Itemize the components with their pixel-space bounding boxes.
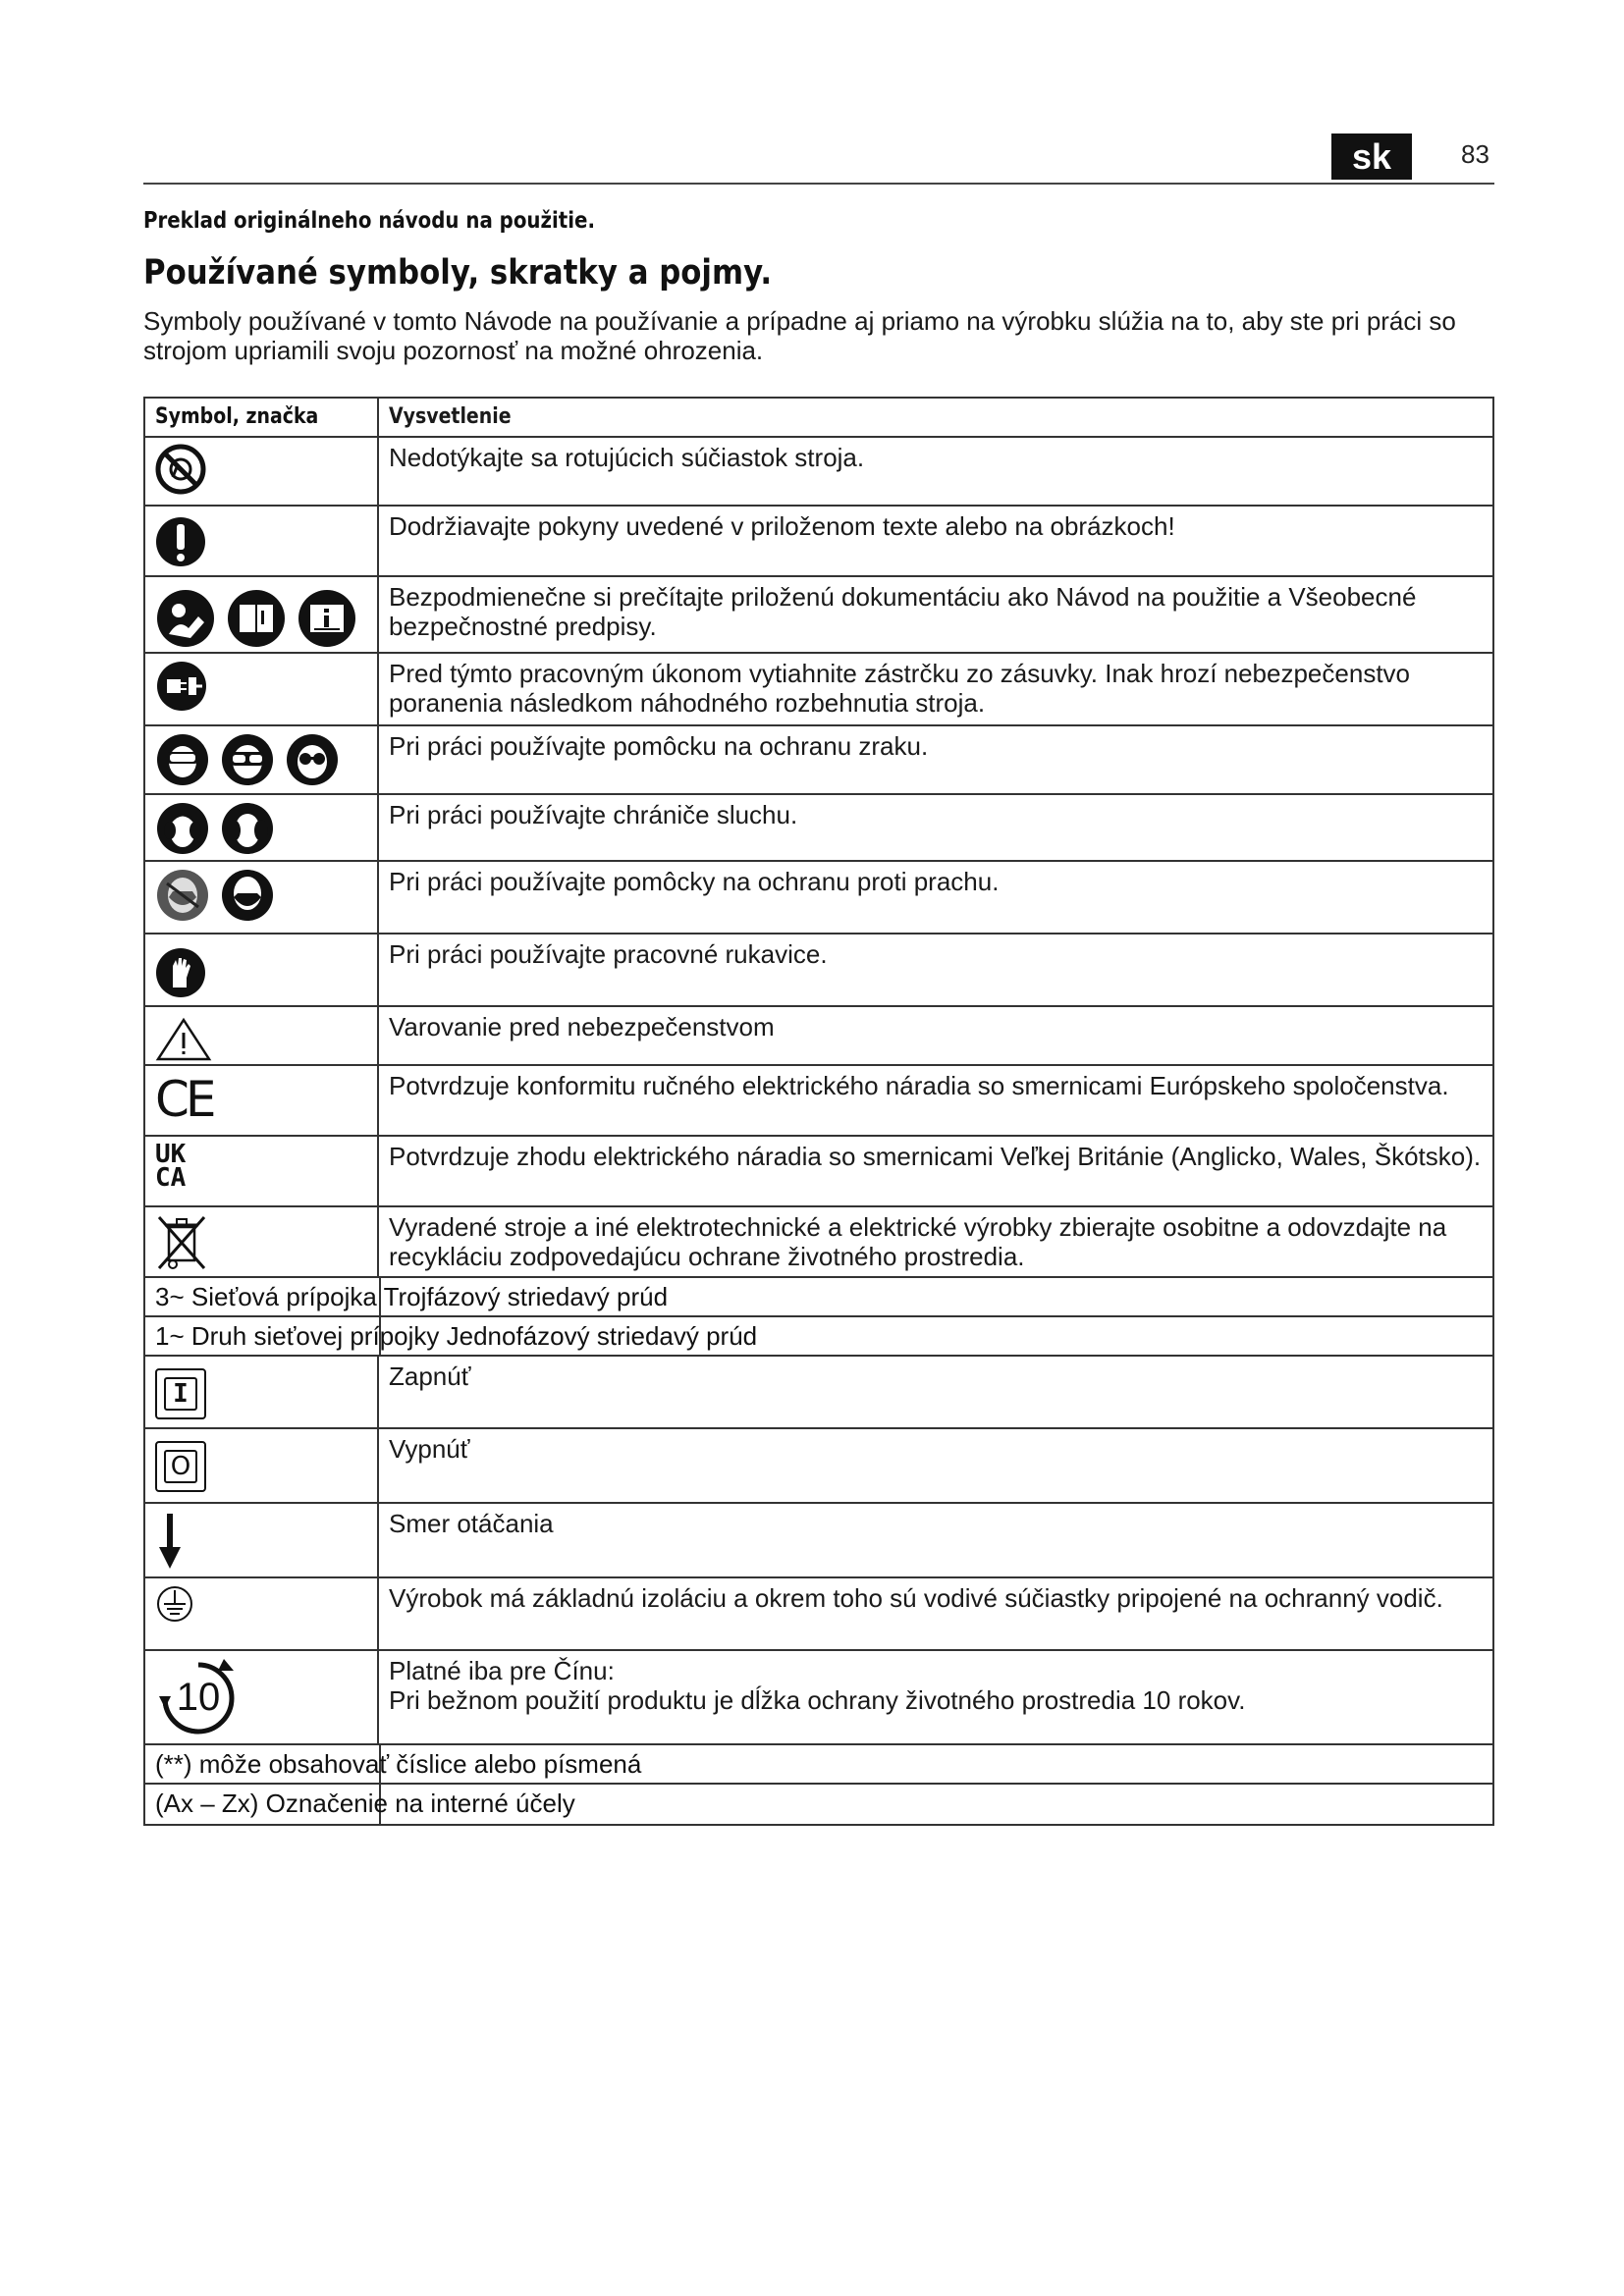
protective-earth-icon	[155, 1584, 194, 1624]
column-header-symbol: Symbol, značka	[155, 404, 319, 429]
table-cell-text: Nedotýkajte sa rotujúcich súčiastok stroja.	[389, 443, 865, 472]
table-row	[145, 1137, 1492, 1207]
page-header	[143, 133, 1494, 185]
table-row	[145, 1578, 1492, 1651]
unplug-icon	[155, 660, 208, 713]
power-on-glyph: I	[164, 1377, 197, 1411]
table-row	[145, 1429, 1492, 1504]
table-row	[145, 726, 1492, 795]
table-cell-text: Výrobok má základnú izoláciu a okrem toho sú vodivé súčiastky pripojené na ochranný vodič.	[389, 1583, 1443, 1613]
face-shield-icon	[155, 732, 210, 787]
ukca-line-1: UK	[155, 1140, 187, 1169]
ukca-line-2: CA	[155, 1163, 187, 1193]
power-off-glyph: O	[164, 1450, 197, 1483]
page-title: Používané symboly, skratky a pojmy.	[143, 253, 773, 293]
safety-glasses-icon	[285, 732, 340, 787]
table-cell-text: (Ax – Zx) Označenie na interné účely	[155, 1789, 575, 1818]
table-cell-text: Pri práci používajte pomôcku na ochranu zraku.	[389, 731, 929, 761]
table-cell-text: Pri bežnom použití produktu je dĺžka ochrany životného prostredia 10 rokov.	[389, 1685, 1246, 1715]
weee-bin-icon	[155, 1213, 208, 1272]
table-cell-text: Vyradené stroje a iné elektrotechnické a elektrické výrobky zbierajte osobitne a odovzdajte na recykláciu zodpovedajúcu ochrane životného prostredia.	[389, 1212, 1447, 1271]
table-cell-text: Pri práci používajte pomôcky na ochranu proti prachu.	[389, 867, 1000, 896]
table-cell-text: Smer otáčania	[389, 1509, 554, 1538]
table-cell-text: Vypnúť	[389, 1434, 470, 1464]
table-cell-text: Potvrdzuje zhodu elektrického náradia so smernicami Veľkej Británie (Anglicko, Wales, Škótsko).	[389, 1142, 1482, 1171]
table-cell-text: Zapnúť	[389, 1362, 471, 1391]
table-cell-text: Bezpodmienečne si prečítajte priloženú dokumentáciu ako Návod na použitie a Všeobecné bezpečnostné predpisy.	[389, 582, 1417, 641]
read-manual-icon	[155, 589, 216, 648]
respirator-icon	[220, 868, 275, 923]
table-row	[145, 795, 1492, 862]
table-cell-text: 3~ Sieťová prípojka Trojfázový striedavý prúd	[155, 1282, 669, 1311]
dust-mask-icon	[155, 868, 210, 923]
ce-mark-icon: CE	[155, 1071, 213, 1128]
table-row	[145, 1651, 1492, 1745]
ukca-mark-icon	[155, 1140, 187, 1193]
table-cell-text: 1~ Druh sieťovej prípojky Jednofázový striedavý prúd	[155, 1321, 758, 1351]
column-header-explanation: Vysvetlenie	[389, 404, 512, 429]
table-row	[145, 1007, 1492, 1066]
china-efup-10-icon	[155, 1657, 242, 1739]
ear-muffs-icon	[220, 801, 275, 856]
no-touch-rotating-parts-icon	[155, 444, 206, 495]
table-header-row	[145, 399, 1492, 438]
power-off-icon	[155, 1441, 206, 1492]
table-cell-text: Pri práci používajte pracovné rukavice.	[389, 939, 828, 969]
intro-paragraph: Symboly používané v tomto Návode na používanie a prípadne aj priamo na výrobku slúžia na to, aby ste pri práci so strojom upriamili svoju pozornosť na možné ohrozenia.	[143, 306, 1456, 365]
table-row	[145, 1504, 1492, 1578]
table-row	[145, 507, 1492, 577]
table-row	[145, 438, 1492, 507]
table-cell-text: Pred týmto pracovným úkonom vytiahnite zástrčku zo zásuvky. Inak hrozí nebezpečenstvo poranenia následkom náhodného rozbehnutia stroja.	[389, 659, 1410, 718]
table-cell-text: Platné iba pre Čínu:	[389, 1656, 615, 1685]
symbols-table	[143, 397, 1494, 1826]
page-number: 83	[1461, 139, 1489, 169]
table-row	[145, 577, 1492, 654]
table-row	[145, 1357, 1492, 1429]
table-row	[145, 654, 1492, 726]
table-cell-text: Varovanie pred nebezpečenstvom	[389, 1012, 775, 1041]
table-row	[145, 1066, 1492, 1137]
read-instructions-icon	[297, 589, 357, 648]
table-row	[145, 1207, 1492, 1278]
safety-goggles-icon	[220, 732, 275, 787]
table-row-full	[145, 1278, 1492, 1317]
table-row	[145, 862, 1492, 934]
hearing-protection-icon	[155, 801, 210, 856]
table-row-full	[145, 1785, 1492, 1824]
table-cell-text: Pri práci používajte chrániče sluchu.	[389, 800, 798, 829]
table-row-full	[145, 1745, 1492, 1785]
table-cell-text: Dodržiavajte pokyny uvedené v priloženom texte alebo na obrázkoch!	[389, 511, 1175, 541]
warning-triangle-icon	[155, 1017, 212, 1062]
document-subtitle: Preklad originálneho návodu na použitie.	[143, 208, 595, 234]
table-row	[145, 934, 1492, 1007]
table-cell-text: Potvrdzuje konformitu ručného elektrického náradia so smernicami Európskeho spoločenstva.	[389, 1071, 1449, 1100]
language-badge: sk	[1331, 133, 1412, 180]
exclamation-mandatory-icon	[155, 512, 206, 569]
china-efup-number: 10	[176, 1676, 221, 1719]
table-cell-text: (**) môže obsahovať číslice alebo písmená	[155, 1749, 642, 1779]
rotation-direction-arrow-icon	[155, 1510, 187, 1573]
table-row-full	[145, 1317, 1492, 1357]
power-on-icon	[155, 1368, 206, 1419]
read-book-icon	[226, 589, 287, 648]
gloves-icon	[155, 946, 206, 999]
